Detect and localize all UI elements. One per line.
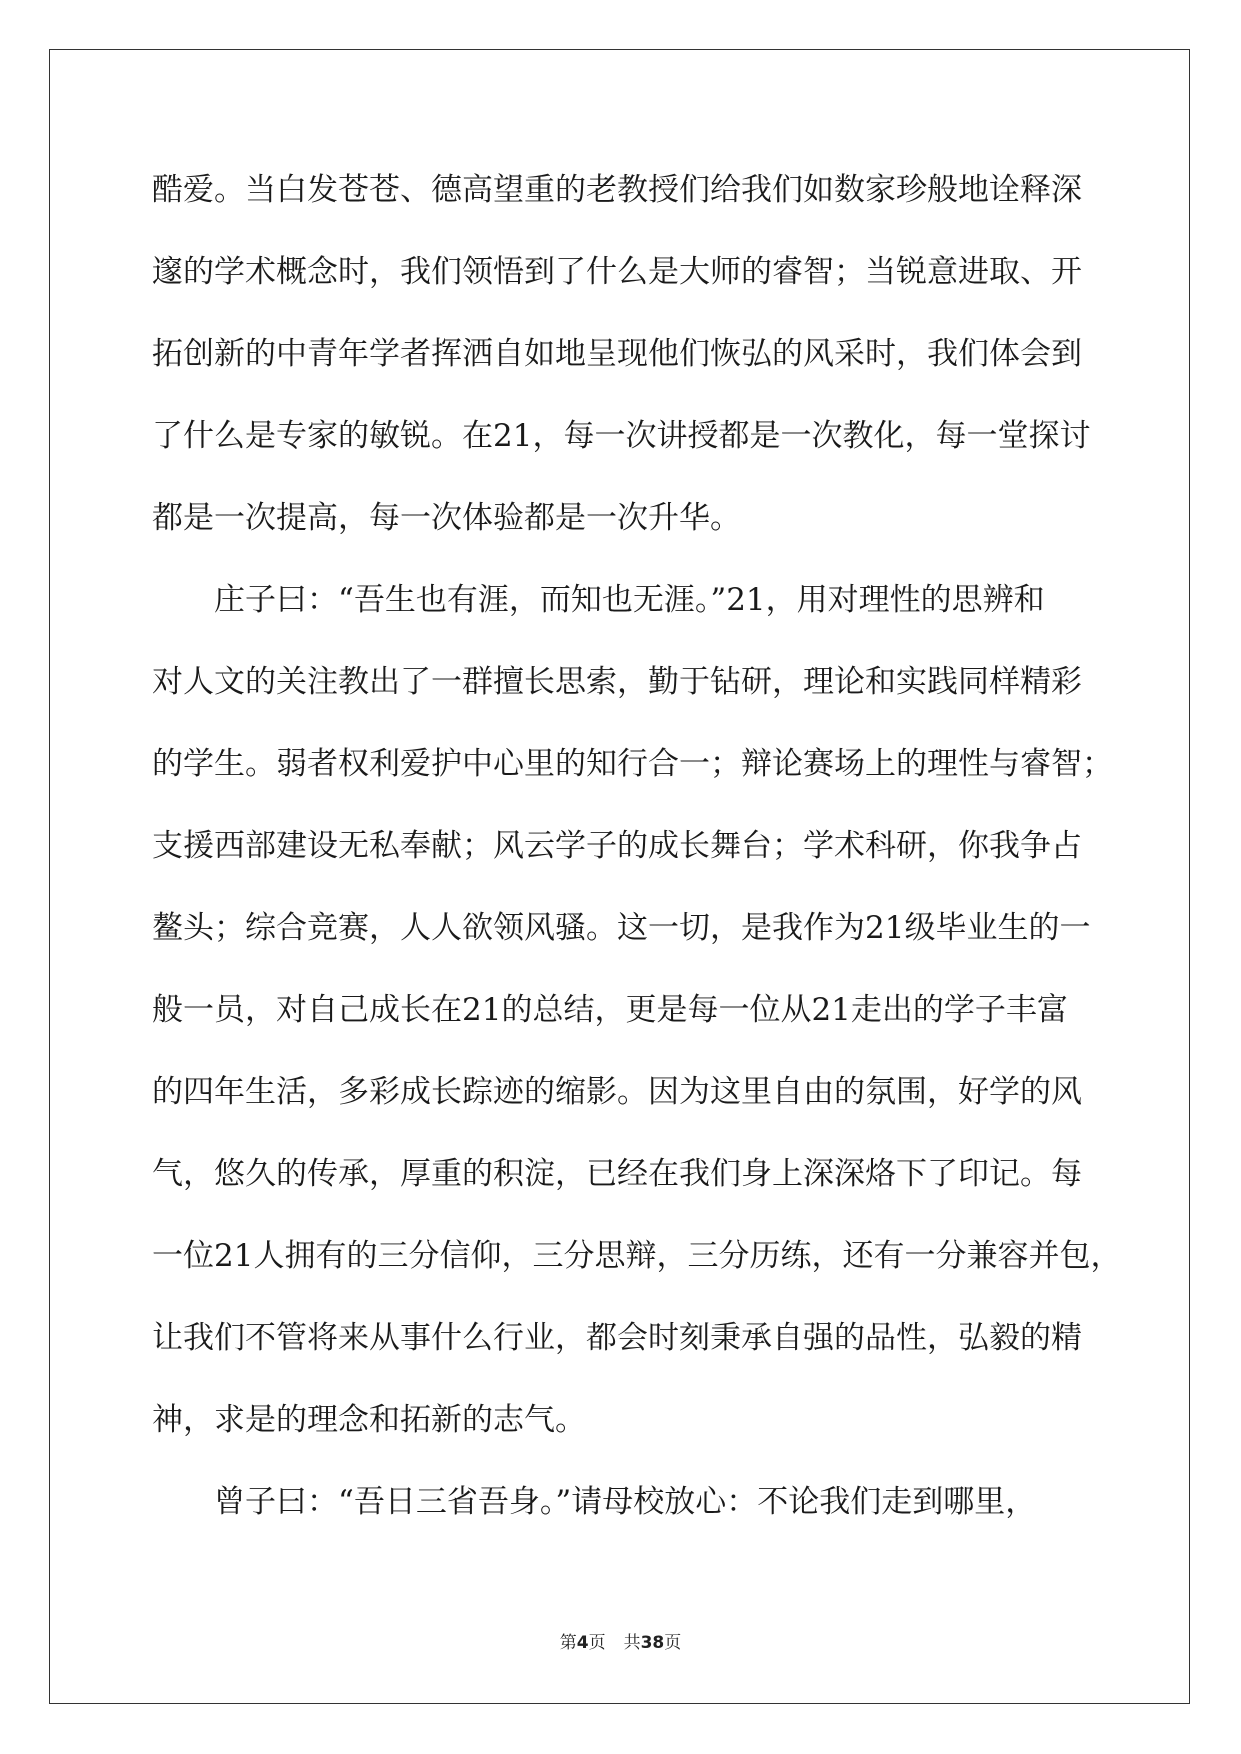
text-line: 都是一次提高，每一次体验都是一次升华。 [152, 500, 741, 536]
text-line: 支援西部建设无私奉献；风云学子的成长舞台；学术科研，你我争占 [152, 828, 1082, 864]
text-line: 对人文的关注教出了一群擅长思索，勤于钻研，理论和实践同样精彩 [152, 664, 1082, 700]
total-page-count: 38 [640, 1633, 665, 1653]
text-line: 曾子曰：“吾日三省吾身。”请母校放心：不论我们走到哪里， [152, 1484, 1037, 1520]
footer-total-prefix: 共 [623, 1633, 641, 1653]
text-line: 庄子曰：“吾生也有涯，而知也无涯。”21，用对理性的思辨和 [152, 582, 1045, 618]
page-footer [0, 1628, 1241, 1653]
current-page-number: 4 [576, 1633, 589, 1653]
text-line: 拓创新的中青年学者挥洒自如地呈现他们恢弘的风采时，我们体会到 [152, 336, 1082, 372]
text-line: 气，悠久的传承，厚重的积淀，已经在我们身上深深烙下了印记。每 [152, 1156, 1082, 1192]
text-line: 一位21人拥有的三分信仰，三分思辩，三分历练，还有一分兼容并包， [152, 1238, 1122, 1274]
footer-total-suffix: 页 [664, 1633, 682, 1653]
text-line: 般一员，对自己成长在21的总结，更是每一位从21走出的学子丰富 [152, 992, 1068, 1028]
text-line: 神，求是的理念和拓新的志气。 [152, 1402, 586, 1438]
text-line: 的学生。弱者权利爱护中心里的知行合一；辩论赛场上的理性与睿智； [152, 746, 1113, 782]
text-line: 让我们不管将来从事什么行业，都会时刻秉承自强的品性，弘毅的精 [152, 1320, 1082, 1356]
footer-page-suffix: 页 [588, 1633, 606, 1653]
footer-prefix: 第 [559, 1633, 577, 1653]
document-body [152, 160, 1122, 1554]
text-line: 了什么是专家的敏锐。在21，每一次讲授都是一次教化，每一堂探讨 [152, 418, 1091, 454]
text-line: 邃的学术概念时，我们领悟到了什么是大师的睿智；当锐意进取、开 [152, 254, 1082, 290]
text-line: 的四年生活，多彩成长踪迹的缩影。因为这里自由的氛围，好学的风 [152, 1074, 1082, 1110]
text-line: 鳌头；综合竞赛，人人欲领风骚。这一切，是我作为21级毕业生的一 [152, 910, 1091, 946]
text-line: 酷爱。当白发苍苍、德高望重的老教授们给我们如数家珍般地诠释深 [152, 172, 1082, 208]
